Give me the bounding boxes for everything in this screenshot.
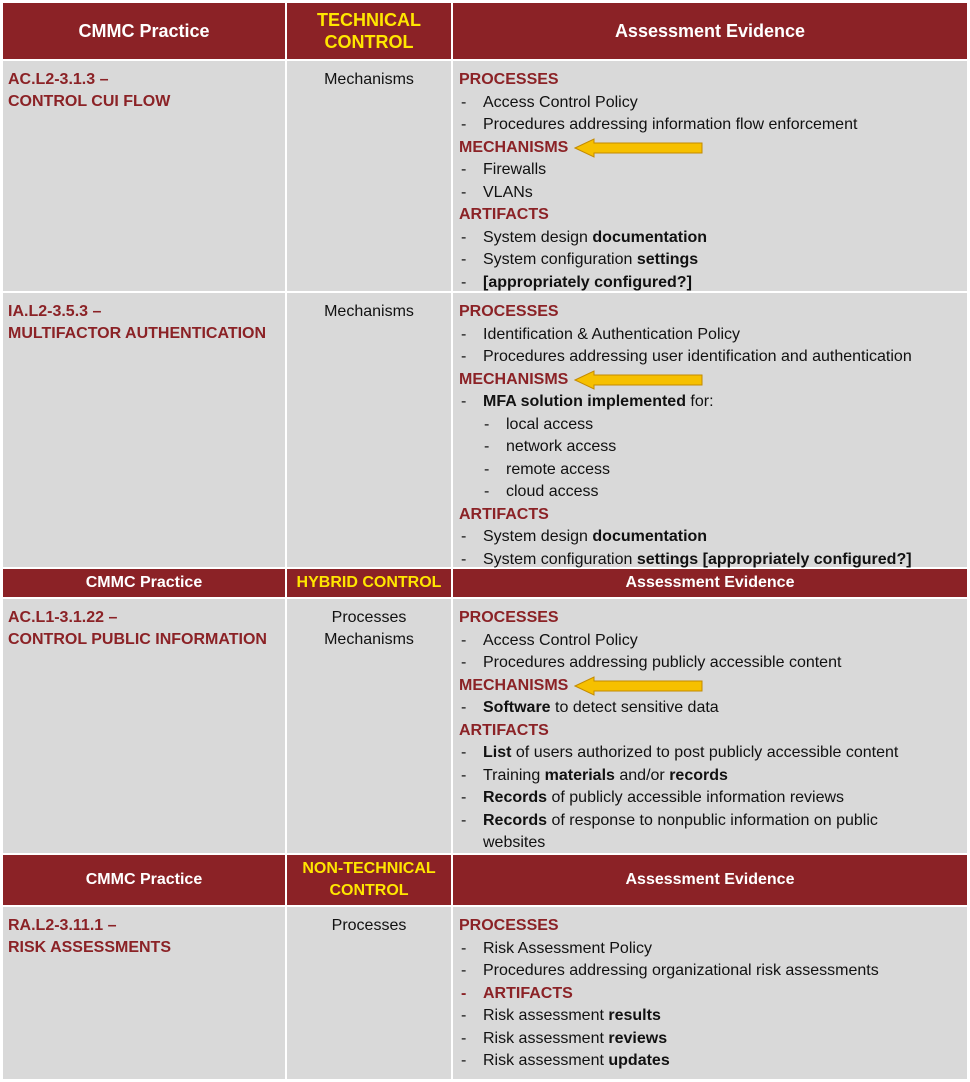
practice-cell bbox=[3, 599, 285, 853]
sub-list-item: - local access bbox=[459, 414, 967, 437]
evidence-cell bbox=[453, 907, 967, 1079]
sub-list-item: - cloud access bbox=[459, 481, 967, 504]
list-item: - Procedures addressing organizational risk assessments bbox=[459, 960, 967, 983]
list-item: - System configuration settings [appropriately configured?] bbox=[459, 549, 967, 572]
mechanisms-heading: MECHANISMS bbox=[459, 675, 967, 698]
list-item: - Procedures addressing user identification and authentication bbox=[459, 346, 967, 369]
practice-cell bbox=[3, 61, 285, 291]
list-item: - Records of publicly accessible information reviews bbox=[459, 787, 967, 810]
evidence-cell bbox=[453, 61, 967, 291]
processes-heading: PROCESSES bbox=[459, 303, 559, 320]
header-practice: CMMC Practice bbox=[3, 3, 285, 59]
assessment-table bbox=[3, 3, 967, 1079]
list-item: - Firewalls bbox=[459, 159, 967, 182]
list-item: - Risk assessment updates bbox=[459, 1050, 967, 1073]
list-item: - Software to detect sensitive data bbox=[459, 697, 967, 720]
evidence-cell bbox=[453, 599, 967, 853]
list-item: - MFA solution implemented for: bbox=[459, 391, 967, 414]
artifacts-heading: - ARTIFACTS bbox=[459, 983, 967, 1006]
hybrid-header bbox=[3, 569, 967, 599]
practice-cell bbox=[3, 907, 285, 1079]
sub-list-item: - network access bbox=[459, 436, 967, 459]
processes-heading: PROCESSES bbox=[459, 609, 559, 626]
practice-id: AC.L1-3.1.22 – bbox=[8, 609, 118, 626]
nontechnical-header bbox=[3, 855, 967, 907]
list-item: - List of users authorized to post publicly accessible content bbox=[459, 742, 967, 765]
practice-cell bbox=[3, 293, 285, 567]
header-control-type: HYBRID CONTROL bbox=[287, 569, 451, 597]
practice-name: CONTROL PUBLIC INFORMATION bbox=[8, 631, 267, 648]
processes-heading: PROCESSES bbox=[459, 917, 559, 934]
list-item: - Procedures addressing information flow enforcement bbox=[459, 114, 967, 137]
table-row bbox=[3, 61, 967, 293]
header-practice: CMMC Practice bbox=[3, 855, 285, 905]
practice-name: RISK ASSESSMENTS bbox=[8, 939, 171, 956]
practice-name: MULTIFACTOR AUTHENTICATION bbox=[8, 325, 267, 342]
control-type-cell: Mechanisms bbox=[287, 293, 451, 567]
control-type-cell: Mechanisms bbox=[287, 61, 451, 291]
list-item: - Access Control Policy bbox=[459, 92, 967, 115]
artifacts-heading: ARTIFACTS bbox=[459, 721, 549, 739]
mechanisms-heading: MECHANISMS bbox=[459, 137, 967, 160]
list-item: - Access Control Policy bbox=[459, 630, 967, 653]
header-evidence: Assessment Evidence bbox=[453, 855, 967, 905]
table-row bbox=[3, 907, 967, 1079]
arrow-left-icon bbox=[574, 138, 704, 158]
header-practice: CMMC Practice bbox=[3, 569, 285, 597]
table-header bbox=[3, 3, 967, 61]
practice-id: AC.L2-3.1.3 – bbox=[8, 71, 109, 88]
sub-list-item: - remote access bbox=[459, 459, 967, 482]
list-item: - Training materials and/or records bbox=[459, 765, 967, 788]
control-type-cell: Processes bbox=[287, 907, 451, 1079]
practice-id: IA.L2-3.5.3 – bbox=[8, 303, 102, 320]
table-row bbox=[3, 599, 967, 855]
table-row bbox=[3, 293, 967, 569]
control-type-cell: Processes Mechanisms bbox=[287, 599, 451, 853]
evidence-cell bbox=[453, 293, 967, 567]
practice-name: CONTROL CUI FLOW bbox=[8, 93, 171, 110]
list-item: - System configuration settings bbox=[459, 249, 967, 272]
list-item: - Risk assessment results bbox=[459, 1005, 967, 1028]
list-item: - Risk assessment reviews bbox=[459, 1028, 967, 1051]
arrow-left-icon bbox=[574, 370, 704, 390]
list-item: - System design documentation bbox=[459, 227, 967, 250]
list-item: - System design documentation bbox=[459, 526, 967, 549]
list-item: - Procedures addressing publicly accessible content bbox=[459, 652, 967, 675]
artifacts-heading: ARTIFACTS bbox=[459, 206, 549, 223]
list-item: - Records of response to nonpublic information on public websites bbox=[459, 810, 967, 855]
mechanisms-heading: MECHANISMS bbox=[459, 369, 967, 392]
header-evidence: Assessment Evidence bbox=[453, 569, 967, 597]
list-item: - [appropriately configured?] bbox=[459, 272, 967, 295]
header-control-type: TECHNICAL CONTROL bbox=[287, 3, 451, 59]
header-control-type: NON-TECHNICAL CONTROL bbox=[287, 855, 451, 905]
arrow-left-icon bbox=[574, 676, 704, 696]
list-item: - VLANs bbox=[459, 182, 967, 205]
artifacts-heading: ARTIFACTS bbox=[459, 505, 549, 523]
practice-id: RA.L2-3.11.1 – bbox=[8, 917, 117, 934]
header-evidence: Assessment Evidence bbox=[453, 3, 967, 59]
list-item: - Identification & Authentication Policy bbox=[459, 324, 967, 347]
list-item: - Risk Assessment Policy bbox=[459, 938, 967, 961]
processes-heading: PROCESSES bbox=[459, 71, 559, 88]
